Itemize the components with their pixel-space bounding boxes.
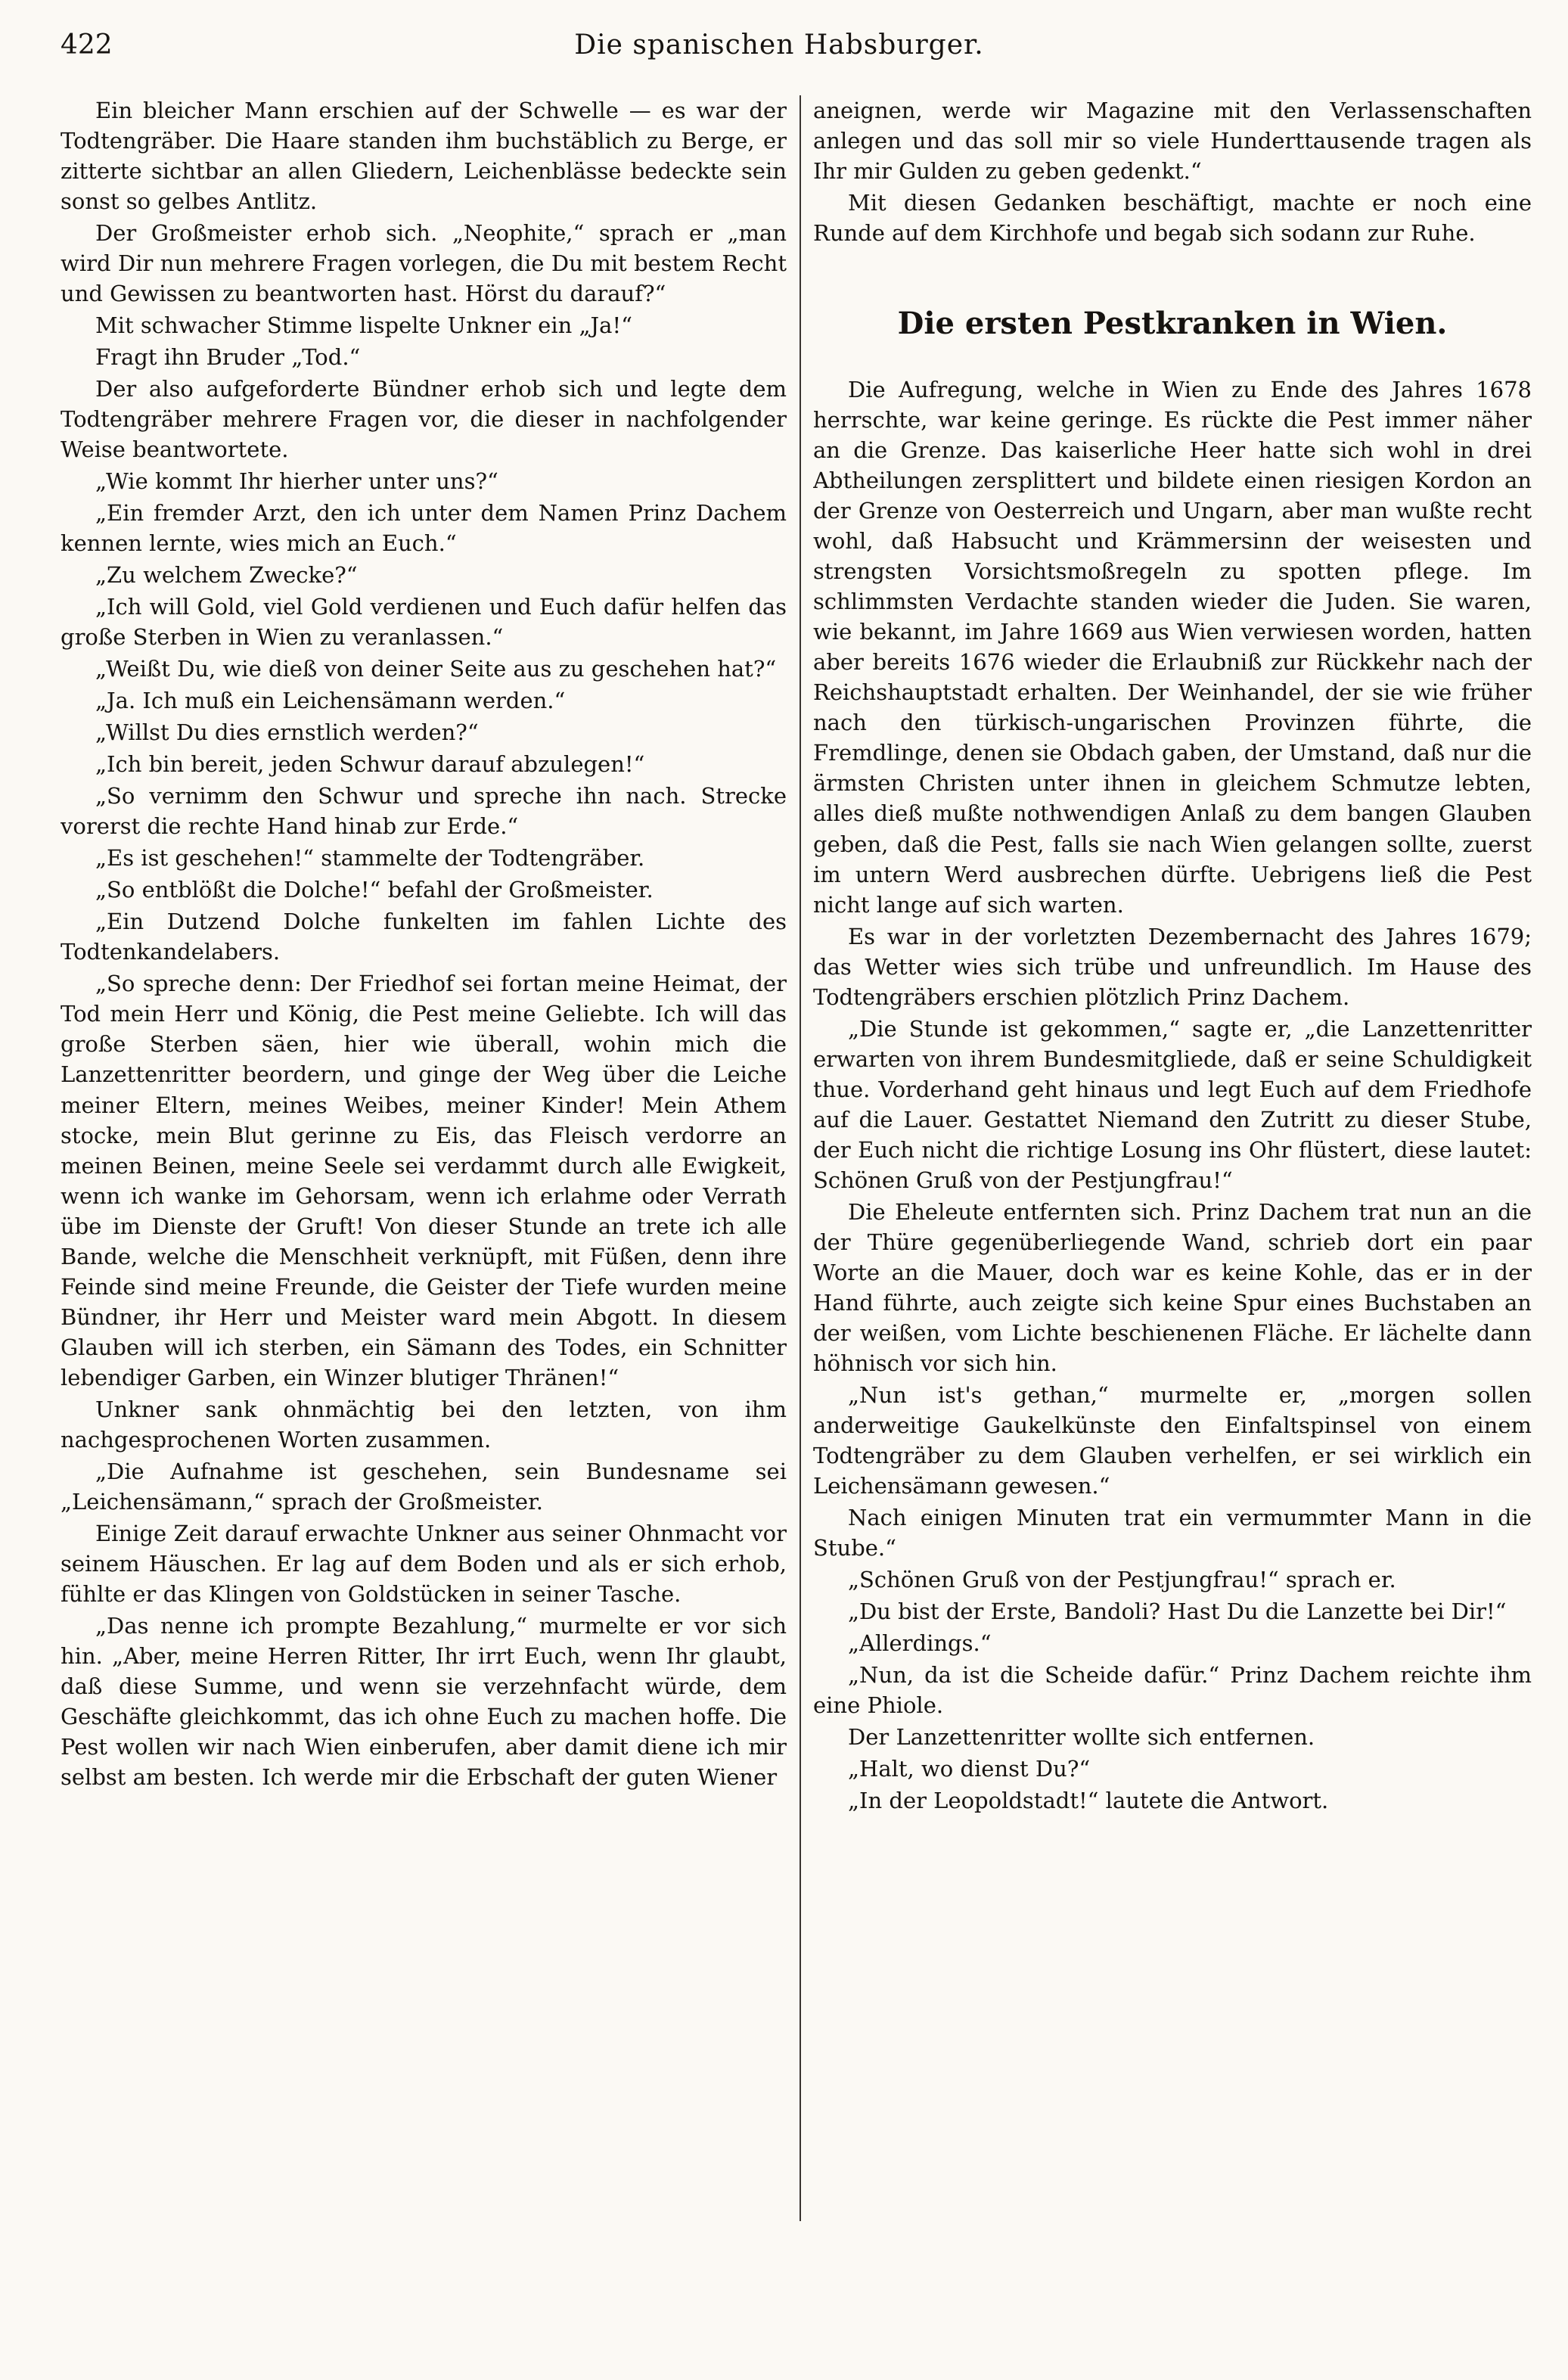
paragraph: Der Großmeister erhob sich. „Neophite,“ sprach er „man wird Dir nun mehrere Fragen vorlegen, die Du mit bestem Recht und Gewissen zu beantworten hast. Hörst du darauf?“ bbox=[61, 220, 787, 307]
paragraph: „Schönen Gruß von der Pestjungfrau!“ sprach er. bbox=[848, 1566, 1396, 1592]
paragraph: „So vernimm den Schwur und spreche ihn nach. Strecke vorerst die rechte Hand hinab zur Erde.“ bbox=[61, 783, 787, 840]
running-title: Die spanischen Habsburger. bbox=[574, 30, 984, 61]
continuation-paragraph: aneignen, werde wir Magazine mit den Verlassenschaften anlegen und das soll mir so viele Hunderttausende tragen als Ihr mir Gulden zu geben gedenkt.“ bbox=[813, 98, 1532, 185]
paragraph: „Wie kommt Ihr hierher unter uns?“ bbox=[95, 468, 498, 495]
paragraph: Einige Zeit darauf erwachte Unkner aus seiner Ohnmacht vor seinem Häuschen. Er lag auf dem Boden und als er sich erhob, fühlte er das Klingen von Goldstücken in seiner Tasche. bbox=[61, 1520, 787, 1607]
paragraph: Mit diesen Gedanken beschäftigt, machte er noch eine Runde auf dem Kirchhofe und begab sich sodann zur Ruhe. bbox=[813, 190, 1532, 247]
paragraph: Unkner sank ohnmächtig bei den letzten, von ihm nachgesprochenen Worten zusammen. bbox=[61, 1396, 787, 1453]
paragraph: „Ein fremder Arzt, den ich unter dem Namen Prinz Dachem kennen lernte, wies mich an Euch.“ bbox=[61, 500, 787, 557]
paragraph: „In der Leopoldstadt!“ lautete die Antwort. bbox=[848, 1787, 1329, 1813]
paragraph: „Es ist geschehen!“ stammelte der Todtengräber. bbox=[95, 845, 645, 872]
paragraph: „Die Stunde ist gekommen,“ sagte er, „die Lanzettenritter erwarten von ihrem Bundesmitgliede, daß er seine Schuldigkeit thue. Vorderhand geht hinaus und legt Euch auf dem Friedhofe auf die Lauer. Gestattet Niemand den Zutritt zu dieser Stube, der Euch nicht die richtige Losung ins Ohr flüstert, diese lautet: Schönen Gruß von der Pestjungfrau!“ bbox=[813, 1015, 1532, 1193]
paragraph: „Weißt Du, wie dieß von deiner Seite aus zu geschehen hat?“ bbox=[95, 656, 777, 682]
paragraph: „So entblößt die Dolche!“ befahl der Großmeister. bbox=[95, 877, 654, 903]
page-header bbox=[61, 21, 1498, 70]
paragraph: Ein bleicher Mann erschien auf der Schwelle — es war der Todtengräber. Die Haare standen ihm buchstäblich zu Berge, er zitterte sichtbar an allen Gliedern, Leichenblässe bedeckte sein sonst so gelbes Antlitz. bbox=[61, 98, 787, 215]
column-divider bbox=[800, 95, 801, 2221]
page-number: 422 bbox=[61, 30, 113, 61]
paragraph: „Du bist der Erste, Bandoli? Hast Du die Lanzette bei Dir!“ bbox=[848, 1598, 1507, 1624]
paragraph: Mit schwacher Stimme lispelte Unkner ein „Ja!“ bbox=[95, 312, 632, 339]
paragraph: „Halt, wo dienst Du?“ bbox=[848, 1755, 1091, 1782]
paragraph: „Die Aufnahme ist geschehen, sein Bundesname sei „Leichensämann,“ sprach der Großmeister. bbox=[61, 1458, 787, 1515]
paragraph: „So spreche denn: Der Friedhof sei fortan meine Heimat, der Tod mein Herr und König, die Pest meine Geliebte. Ich will das große Sterben säen, hier wie überall, wohin mich die Lanzettenritter beordern, und ginge der Weg über die Leiche meiner Eltern, meines Weibes, meiner Kinder! Mein Athem stocke, mein Blut gerinne zu Eis, das Fleisch verdorre an meinen Beinen, meine Seele sei verdammt durch alle Ewigkeit, wenn ich wanke im Gehorsam, wenn ich erlahme oder Verrath übe im Dienste der Gruft! Von dieser Stunde an trete ich alle Bande, welche die Menschheit verknüpft, mit Füßen, denn ihre Feinde sind meine Freunde, die Geister der Tiefe wurden meine Bündner, ihr Herr und Meister ward mein Abgott. In diesem Glauben will ich sterben, ein Sämann des Todes, ein Schnitter lebendiger Garben, ein Winzer blutiger Thränen!“ bbox=[61, 971, 787, 1390]
paragraph: Die Aufregung, welche in Wien zu Ende des Jahres 1678 herrschte, war keine geringe. Es rückte die Pest immer näher an die Grenze. Das kaiserliche Heer hatte sich wohl in drei Abtheilungen zersplittert und bildete einen riesigen Kordon an der Grenze von Oesterreich und Ungarn, aber man wußte recht wohl, daß Habsucht und Krämmersinn der weisesten und strengsten Vorsichtsmoßregeln zu spotten pflege. Im schlimmsten Verdachte standen wieder die Juden. Sie waren, wie bekannt, im Jahre 1669 aus Wien verwiesen worden, hatten aber bereits 1676 wieder die Erlaubniß zur Rückkehr nach der Reichshauptstadt erhalten. Der Weinhandel, der sie wie früher nach den türkisch-ungarischen Provinzen führte, die Fremdlinge, denen sie Obdach gaben, der Umstand, daß nur die ärmsten Christen unter ihnen in gleichem Schmutze lebten, alles dieß mußte nothwendigen Anlaß zu dem bangen Glauben geben, daß die Pest, falls sie nach Wien gelangen sollte, zuerst im untern Werd ausbrechen dürfte. Uebrigens ließ die Pest nicht lange auf sich warten. bbox=[813, 377, 1532, 918]
paragraph: „Ein Dutzend Dolche funkelten im fahlen Lichte des Todtenkandelabers. bbox=[61, 909, 787, 965]
paragraph: „Ja. Ich muß ein Leichensämann werden.“ bbox=[95, 688, 566, 714]
paragraph: Nach einigen Minuten trat ein vermummter Mann in die Stube.“ bbox=[813, 1504, 1532, 1561]
paragraph: Der Lanzettenritter wollte sich entfernen. bbox=[848, 1723, 1315, 1750]
paragraph: „Willst Du dies ernstlich werden?“ bbox=[95, 719, 479, 746]
paragraph: „Ich will Gold, viel Gold verdienen und Euch dafür helfen das große Sterben in Wien zu veranlassen.“ bbox=[61, 594, 787, 651]
left-column bbox=[61, 95, 787, 2357]
paragraph: Die Eheleute entfernten sich. Prinz Dachem trat nun an die der Thüre gegenüberliegende Wand, schrieb dort ein paar Worte an die Mauer, doch war es keine Kohle, das er in der Hand führte, auch zeigte sich keine Spur eines Buchstaben an der weißen, vom Lichte beschienenen Fläche. Er lächelte dann höhnisch vor sich hin. bbox=[813, 1198, 1532, 1376]
paragraph: „Das nenne ich prompte Bezahlung,“ murmelte er vor sich hin. „Aber, meine Herren Ritter, Ihr irrt Euch, wenn Ihr glaubt, daß diese Summe, und wenn sie verzehnfacht würde, dem Geschäfte gleichkommt, das ich ohne Euch zu machen hoffe. Die Pest wollen wir nach Wien einberufen, aber damit diene ich mir selbst am besten. Ich werde mir die Erbschaft der guten Wiener bbox=[61, 1612, 787, 1790]
right-column bbox=[813, 95, 1532, 2357]
paragraph: Der also aufgeforderte Bündner erhob sich und legte dem Todtengräber mehrere Fragen vor, die dieser in nachfolgender Weise beantwortete. bbox=[61, 376, 787, 463]
paragraph: „Allerdings.“ bbox=[848, 1630, 992, 1656]
paragraph: „Zu welchem Zwecke?“ bbox=[95, 562, 358, 589]
paragraph: „Nun, da ist die Scheide dafür.“ Prinz Dachem reichte ihm eine Phiole. bbox=[813, 1661, 1532, 1718]
section-heading: Die ersten Pestkranken in Wien. bbox=[897, 306, 1448, 342]
paragraph: „Nun ist's gethan,“ murmelte er, „morgen sollen anderweitige Gaukelkünste den Einfaltspinsel von einem Todtengräber zu dem Glauben verhelfen, er sei wirklich ein Leichensämann gewesen.“ bbox=[813, 1381, 1532, 1499]
paragraph: Fragt ihn Bruder „Tod.“ bbox=[95, 344, 361, 371]
paragraph: „Ich bin bereit, jeden Schwur darauf abzulegen!“ bbox=[95, 751, 645, 778]
paragraph: Es war in der vorletzten Dezembernacht des Jahres 1679; das Wetter wies sich trübe und unfreundlich. Im Hause des Todtengräbers erschien plötzlich Prinz Dachem. bbox=[813, 923, 1532, 1010]
